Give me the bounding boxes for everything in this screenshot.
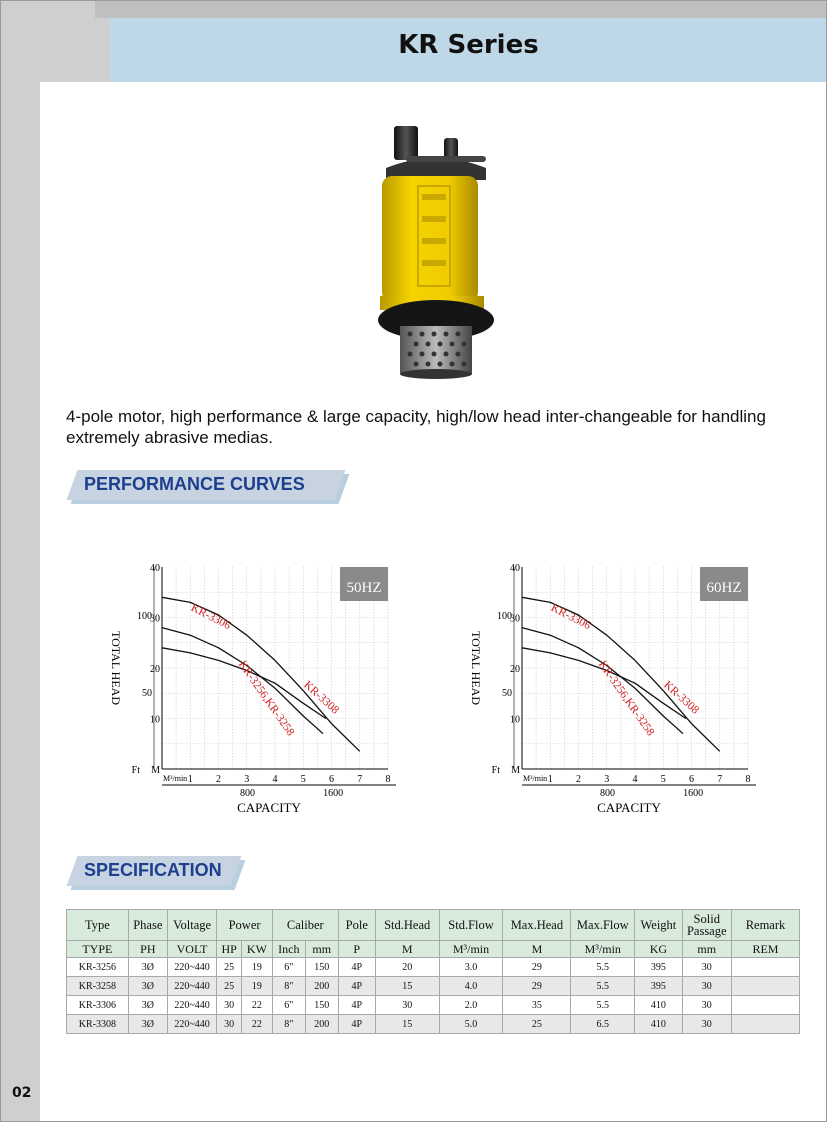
y-axis-title: TOTAL HEAD (109, 630, 123, 706)
x-tick-label: 2 (216, 774, 221, 785)
unit-cell: M (503, 941, 571, 958)
table-cell: 35 (503, 996, 571, 1015)
table-cell: 3.0 (439, 958, 503, 977)
table-cell: 4P (338, 958, 375, 977)
table-row (67, 996, 800, 1015)
x2-tick-label: 800 (600, 788, 616, 799)
table-cell: 30 (682, 996, 731, 1015)
x-tick-label: 5 (660, 774, 666, 785)
unit-cell: M³/min (439, 941, 503, 958)
x-tick-label: 6 (689, 774, 694, 785)
table-cell: 3Ø (128, 1015, 167, 1034)
col-power: Power (217, 910, 273, 941)
col-voltage: Voltage (167, 910, 216, 941)
frequency-badge: 50HZ (346, 580, 382, 596)
performance-chart-50hz (100, 555, 400, 820)
table-cell: 15 (375, 977, 439, 996)
unit-cell: TYPE (67, 941, 129, 958)
y-axis-title: TOTAL HEAD (469, 630, 483, 706)
table-cell: 25 (503, 1015, 571, 1034)
table-cell: 8" (272, 1015, 305, 1034)
table-cell: 220~440 (167, 958, 216, 977)
x-axis-title: CAPACITY (237, 800, 301, 815)
table-cell: 5.5 (571, 977, 635, 996)
table-cell: 2.0 (439, 996, 503, 1015)
table-cell: 19 (241, 958, 272, 977)
table-cell: 3Ø (128, 996, 167, 1015)
col-type: Type (67, 910, 129, 941)
x-tick-label: 3 (604, 774, 610, 785)
performance-chart-60hz (460, 555, 770, 820)
x-tick-label: 8 (385, 774, 391, 785)
unit-cell: mm (682, 941, 731, 958)
x-tick-label: 5 (300, 774, 306, 785)
pump-image (376, 120, 496, 382)
y-tick-label: 10 (150, 714, 160, 726)
col-solid-passage: Solid Passage (682, 910, 731, 941)
page-number: 02 (12, 1085, 32, 1101)
specification-section-title: SPECIFICATION (84, 860, 222, 880)
table-cell: 395 (635, 977, 682, 996)
table-cell (731, 996, 799, 1015)
table-cell: 30 (682, 977, 731, 996)
table-cell: 200 (305, 1015, 338, 1034)
col-max-flow: Max.Flow (571, 910, 635, 941)
table-cell: 395 (635, 958, 682, 977)
series-annotation: KR-3308 (661, 678, 702, 717)
series-annotation: KR-3308 (301, 678, 342, 717)
table-cell: 25 (217, 958, 242, 977)
ft-tick-label: 50 (142, 688, 152, 700)
y-unit-ft: Ft (491, 765, 500, 776)
col-std-flow: Std.Flow (439, 910, 503, 941)
unit-cell: REM (731, 941, 799, 958)
table-cell: 30 (217, 996, 242, 1015)
spec-header-row (67, 910, 800, 941)
performance-section-title: PERFORMANCE CURVES (84, 474, 305, 494)
x-tick-label: 4 (272, 774, 278, 785)
x-tick-label: 2 (576, 774, 581, 785)
unit-cell: PH (128, 941, 167, 958)
table-cell: 8" (272, 977, 305, 996)
header-top-bar (95, 0, 827, 18)
table-cell: 4.0 (439, 977, 503, 996)
x-axis-title: CAPACITY (597, 800, 661, 815)
x-tick-label: 6 (329, 774, 334, 785)
table-cell: 5.5 (571, 996, 635, 1015)
y-tick-label: 40 (150, 563, 160, 574)
x-unit-label: M³/min (163, 774, 188, 783)
x-tick-label: 4 (632, 774, 638, 785)
series-annotation: KR-3256,KR-3258 (595, 658, 657, 739)
unit-cell: P (338, 941, 375, 958)
x-tick-label: 3 (244, 774, 250, 785)
specification-section-header (72, 856, 236, 886)
table-cell: KR-3256 (67, 958, 129, 977)
table-cell: 30 (682, 958, 731, 977)
x-tick-label: 1 (187, 774, 193, 785)
page-title: KR Series (398, 30, 539, 60)
table-cell: 410 (635, 1015, 682, 1034)
table-cell: 30 (217, 1015, 242, 1034)
x-tick-label: 7 (357, 774, 363, 785)
table-cell: KR-3306 (67, 996, 129, 1015)
table-cell (731, 958, 799, 977)
table-cell: 22 (241, 1015, 272, 1034)
table-cell: 3Ø (128, 977, 167, 996)
table-cell: 220~440 (167, 1015, 216, 1034)
table-cell: 30 (375, 996, 439, 1015)
unit-cell: VOLT (167, 941, 216, 958)
x2-tick-label: 1600 (683, 788, 704, 799)
spec-table (66, 909, 800, 1034)
x-tick-label: 1 (547, 774, 553, 785)
table-cell: 220~440 (167, 977, 216, 996)
col-pole: Pole (338, 910, 375, 941)
series-line (522, 648, 686, 719)
unit-cell: HP (217, 941, 242, 958)
x2-tick-label: 800 (240, 788, 256, 799)
table-row (67, 958, 800, 977)
table-cell: 5.5 (571, 958, 635, 977)
table-cell: 19 (241, 977, 272, 996)
table-cell: KR-3258 (67, 977, 129, 996)
col-max-head: Max.Head (503, 910, 571, 941)
table-cell: 20 (375, 958, 439, 977)
col-remark: Remark (731, 910, 799, 941)
table-cell: 150 (305, 958, 338, 977)
col-caliber: Caliber (272, 910, 338, 941)
x-tick-label: 7 (717, 774, 723, 785)
table-cell (731, 977, 799, 996)
table-cell: 410 (635, 996, 682, 1015)
series-line (522, 597, 720, 751)
series-line (162, 648, 326, 719)
unit-cell: M³/min (571, 941, 635, 958)
spec-unit-row (67, 941, 800, 958)
y-tick-label: 30 (150, 613, 160, 625)
table-cell: 5.0 (439, 1015, 503, 1034)
table-cell: 22 (241, 996, 272, 1015)
series-line (162, 597, 360, 751)
table-cell: 220~440 (167, 996, 216, 1015)
y-unit-m: M (151, 765, 160, 776)
col-std-head: Std.Head (375, 910, 439, 941)
y-unit-m: M (511, 765, 520, 776)
table-row (67, 977, 800, 996)
performance-section-header (72, 470, 340, 500)
x-unit-label: M³/min (523, 774, 548, 783)
ft-tick-label: 50 (502, 688, 512, 700)
y-tick-label: 30 (510, 613, 520, 625)
col-weight: Weight (635, 910, 682, 941)
table-row (67, 1015, 800, 1034)
table-cell: 6" (272, 996, 305, 1015)
table-cell: 29 (503, 958, 571, 977)
series-annotation: KR-3306 (188, 601, 233, 633)
series-annotation: KR-3306 (548, 601, 593, 633)
table-cell: 25 (217, 977, 242, 996)
y-tick-label: 40 (510, 563, 520, 574)
x-tick-label: 8 (745, 774, 751, 785)
table-cell: KR-3308 (67, 1015, 129, 1034)
frequency-badge: 60HZ (706, 580, 742, 596)
ft-tick-label: 100 (137, 611, 152, 623)
unit-cell: mm (305, 941, 338, 958)
table-cell: 6.5 (571, 1015, 635, 1034)
series-annotation: KR-3256,KR-3258 (235, 658, 297, 739)
y-tick-label: 20 (510, 664, 520, 675)
table-cell: 200 (305, 977, 338, 996)
table-cell: 4P (338, 977, 375, 996)
series-line (522, 628, 683, 734)
unit-cell: M (375, 941, 439, 958)
table-cell: 15 (375, 1015, 439, 1034)
table-cell: 6" (272, 958, 305, 977)
ft-tick-label: 100 (497, 611, 512, 623)
series-line (162, 628, 323, 734)
table-cell: 150 (305, 996, 338, 1015)
col-phase: Phase (128, 910, 167, 941)
unit-cell: KG (635, 941, 682, 958)
y-tick-label: 10 (510, 714, 520, 726)
y-tick-label: 20 (150, 664, 160, 675)
table-cell: 4P (338, 996, 375, 1015)
x2-tick-label: 1600 (323, 788, 344, 799)
table-cell (731, 1015, 799, 1034)
table-cell: 3Ø (128, 958, 167, 977)
table-cell: 29 (503, 977, 571, 996)
product-description: 4-pole motor, high performance & large capacity, high/low head inter-changeable for handling extremely abrasive medias. (66, 407, 766, 447)
table-cell: 30 (682, 1015, 731, 1034)
y-unit-ft: Ft (131, 765, 140, 776)
unit-cell: KW (241, 941, 272, 958)
unit-cell: Inch (272, 941, 305, 958)
table-cell: 4P (338, 1015, 375, 1034)
